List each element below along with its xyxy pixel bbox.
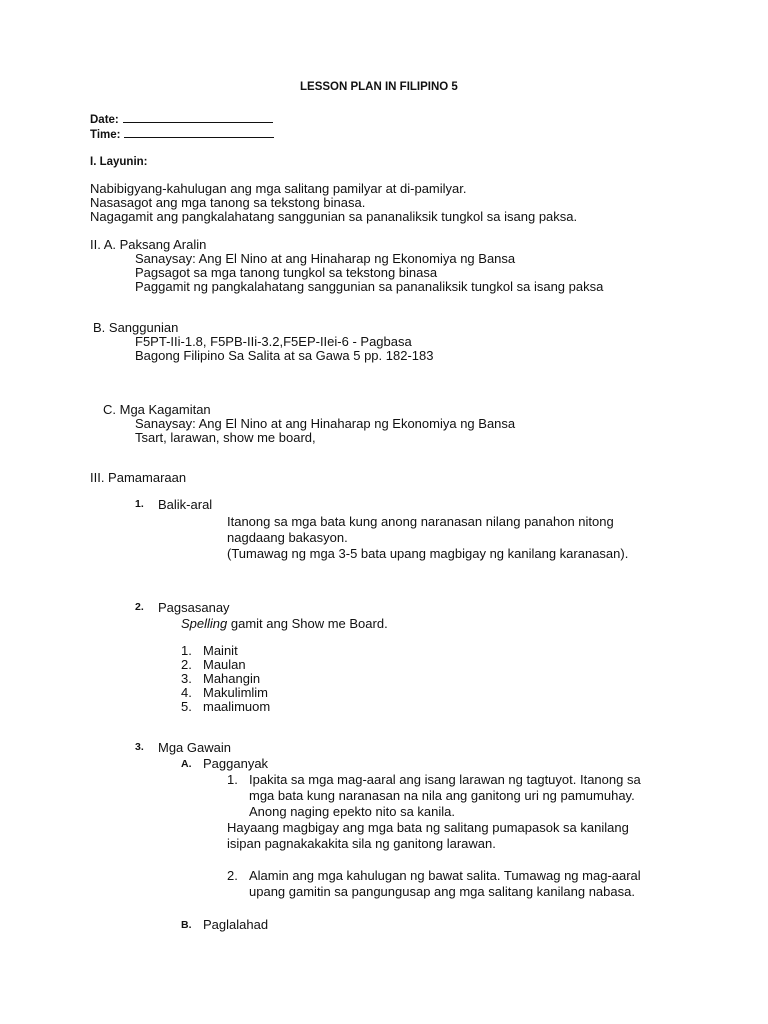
step1-line: (Tumawag ng mga 3-5 bata upang magbigay ng kanilang karanasan).	[227, 546, 629, 561]
layunin-line: Nasasagot ang mga tanong sa tekstong binasa.	[90, 195, 366, 210]
activity-number: 1.	[227, 772, 238, 787]
word-item: Maulan	[203, 657, 246, 672]
sanggunian-line: F5PT-IIi-1.8, F5PB-IIi-3.2,F5EP-IIei-6 - Pagbasa	[135, 334, 412, 349]
sub-label-pagganyak: Pagganyak	[203, 756, 269, 771]
word-number: 4.	[181, 685, 192, 700]
time-label: Time:	[90, 129, 121, 141]
word-number: 3.	[181, 671, 192, 686]
step-number: 1.	[135, 498, 144, 510]
pamamaraan-heading: III. Pamamaraan	[90, 470, 187, 485]
spelling-rest: gamit ang Show me Board.	[227, 616, 388, 631]
date-label: Date:	[90, 114, 119, 126]
sanggunian-heading: B. Sanggunian	[93, 320, 179, 335]
step-number: 2.	[135, 601, 144, 613]
sanggunian-line: Bagong Filipino Sa Salita at sa Gawa 5 pp. 182-183	[135, 348, 434, 363]
sub-letter: B.	[181, 919, 192, 931]
activity-line: mga bata kung naranasan na nila ang ganitong uri ng pamumuhay.	[249, 788, 635, 803]
activity-line: Ipakita sa mga mag-aaral ang isang larawan ng tagtuyot. Itanong sa	[249, 772, 641, 787]
activity-note: Hayaang magbigay ang mga bata ng salitang pumapasok sa kanilang	[227, 820, 629, 835]
step1-line: Itanong sa mga bata kung anong naranasan nilang panahon nitong	[227, 514, 614, 529]
paksa-line: Paggamit ng pangkalahatang sanggunian sa pananaliksik tungkol sa isang paksa	[135, 279, 604, 294]
activity-line: Alamin ang mga kahulugan ng bawat salita. Tumawag ng mag-aaral	[249, 868, 641, 883]
paksa-line: Pagsagot sa mga tanong tungkol sa tekstong binasa	[135, 265, 438, 280]
word-number: 2.	[181, 657, 192, 672]
time-line	[90, 125, 274, 143]
word-item: Mainit	[203, 643, 238, 658]
word-item: Makulimlim	[203, 685, 268, 700]
activity-line: upang gamitin sa pangungusap ang mga salitang kanilang nabasa.	[249, 884, 635, 899]
step-label-mga-gawain: Mga Gawain	[158, 740, 231, 755]
step-number: 3.	[135, 741, 144, 753]
time-blank	[124, 125, 274, 138]
activity-note: isipan pagnakakakita sila ng ganitong larawan.	[227, 836, 496, 851]
word-number: 1.	[181, 643, 192, 658]
sub-letter: A.	[181, 758, 192, 770]
word-number: 5.	[181, 699, 192, 714]
sub-label-paglalahad: Paglalahad	[203, 917, 269, 932]
activity-number: 2.	[227, 868, 238, 883]
date-blank	[123, 110, 273, 123]
spelling-instruction	[181, 616, 388, 631]
kagamitan-line: Sanaysay: Ang El Nino at ang Hinaharap ng Ekonomiya ng Bansa	[135, 416, 516, 431]
paksa-heading: II. A. Paksang Aralin	[90, 237, 207, 252]
paksa-line: Sanaysay: Ang El Nino at ang Hinaharap ng Ekonomiya ng Bansa	[135, 251, 516, 266]
kagamitan-line: Tsart, larawan, show me board,	[135, 430, 316, 445]
layunin-line: Nagagamit ang pangkalahatang sanggunian sa pananaliksik tungkol sa isang paksa.	[90, 209, 578, 224]
word-item: Mahangin	[203, 671, 261, 686]
page-title: LESSON PLAN IN FILIPINO 5	[300, 81, 458, 93]
activity-line: Anong naging epekto nito sa kanila.	[249, 804, 455, 819]
word-item: maalimuom	[203, 699, 271, 714]
layunin-heading: I. Layunin:	[90, 156, 148, 168]
kagamitan-heading: C. Mga Kagamitan	[103, 402, 211, 417]
spelling-word: Spelling	[181, 616, 228, 631]
step1-line: nagdaang bakasyon.	[227, 530, 348, 545]
layunin-line: Nabibigyang-kahulugan ang mga salitang pamilyar at di-pamilyar.	[90, 181, 467, 196]
step-label-pagsasanay: Pagsasanay	[158, 600, 230, 615]
step-label-balik-aral: Balik-aral	[158, 497, 213, 512]
